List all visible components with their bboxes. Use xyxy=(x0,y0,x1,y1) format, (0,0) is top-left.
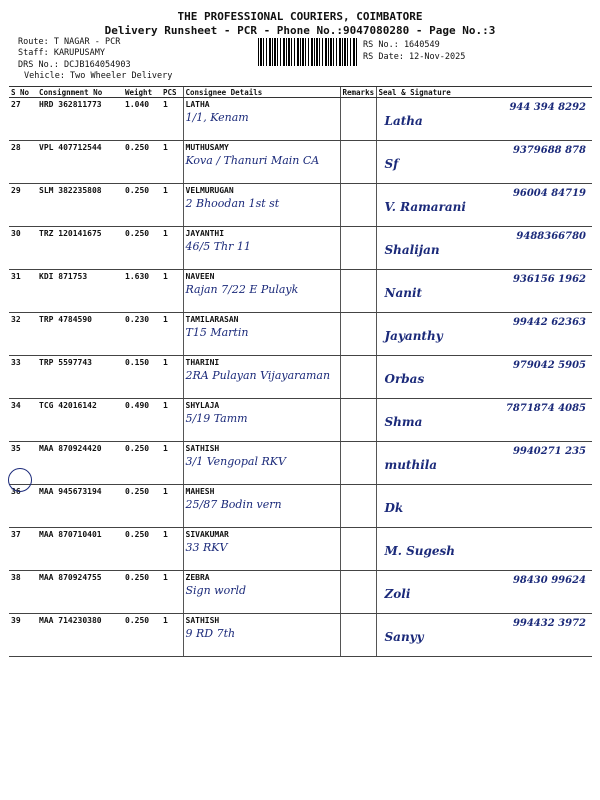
consignee-name: SHYLAJA xyxy=(185,401,220,410)
table-row xyxy=(9,485,592,528)
serial-number: 28 xyxy=(9,141,37,184)
consignee-details xyxy=(183,313,340,356)
consignment-number: MAA 945673194 xyxy=(37,485,123,528)
consignment-number: TRP 5597743 xyxy=(37,356,123,399)
remarks xyxy=(340,571,376,614)
weight: 0.250 xyxy=(123,227,161,270)
consignee-details xyxy=(183,356,340,399)
consignee-name: SIVAKUMAR xyxy=(185,530,229,539)
seal-signature xyxy=(376,270,592,313)
weight: 0.490 xyxy=(123,399,161,442)
consignment-number: TRP 4784590 xyxy=(37,313,123,356)
handwritten-signature: M. Sugesh xyxy=(384,544,456,558)
consignment-number: VPL 407712544 xyxy=(37,141,123,184)
remarks xyxy=(340,528,376,571)
remarks xyxy=(340,485,376,528)
rs-number: RS No.: 1640549 xyxy=(363,40,440,50)
consignee-details xyxy=(183,528,340,571)
handwritten-address: 46/5 Thr 11 xyxy=(185,240,251,253)
handwritten-address: 2RA Pulayan Vijayaraman xyxy=(185,369,331,382)
seal-signature xyxy=(376,485,592,528)
serial-number: 29 xyxy=(9,184,37,227)
consignee-details xyxy=(183,571,340,614)
seal-signature xyxy=(376,313,592,356)
handwritten-signature: Sf xyxy=(384,157,399,171)
table-row xyxy=(9,356,592,399)
serial-number: 39 xyxy=(9,614,37,657)
barcode xyxy=(258,38,358,66)
consignment-number: MAA 714230380 xyxy=(37,614,123,657)
col-sno: S No xyxy=(9,87,37,98)
pieces: 1 xyxy=(161,356,183,399)
handwritten-phone: 979042 5905 xyxy=(512,360,586,371)
handwritten-address: 1/1, Kenam xyxy=(185,111,249,124)
pieces: 1 xyxy=(161,485,183,528)
handwritten-phone: 9488366780 xyxy=(516,231,586,242)
handwritten-signature: Shalijan xyxy=(384,243,440,257)
consignee-details xyxy=(183,270,340,313)
pieces: 1 xyxy=(161,614,183,657)
table-row xyxy=(9,98,592,141)
serial-number: 38 xyxy=(9,571,37,614)
handwritten-address: Sign world xyxy=(185,584,247,597)
weight: 0.250 xyxy=(123,528,161,571)
handwritten-phone: 96004 84719 xyxy=(512,188,586,199)
weight: 1.630 xyxy=(123,270,161,313)
pieces: 1 xyxy=(161,571,183,614)
remarks xyxy=(340,184,376,227)
consignee-details xyxy=(183,184,340,227)
weight: 0.230 xyxy=(123,313,161,356)
remarks xyxy=(340,141,376,184)
seal-signature xyxy=(376,227,592,270)
table-row xyxy=(9,141,592,184)
table-row xyxy=(9,571,592,614)
remarks xyxy=(340,356,376,399)
consignee-details xyxy=(183,227,340,270)
handwritten-phone: 98430 99624 xyxy=(512,575,586,586)
handwritten-address: 3/1 Vengopal RKV xyxy=(185,455,286,468)
handwritten-phone: 944 394 8292 xyxy=(509,102,586,113)
consignment-number: MAA 870924755 xyxy=(37,571,123,614)
table-header xyxy=(9,87,592,98)
handwritten-address: 2 Bhoodan 1st st xyxy=(185,197,280,210)
consignment-number: HRD 362811773 xyxy=(37,98,123,141)
table-row xyxy=(9,399,592,442)
serial-number: 33 xyxy=(9,356,37,399)
serial-number: 35 xyxy=(9,442,37,485)
handwritten-signature: Latha xyxy=(384,114,423,128)
pieces: 1 xyxy=(161,184,183,227)
staff-label: Staff: KARUPUSAMY xyxy=(18,48,105,58)
consignee-details xyxy=(183,399,340,442)
remarks xyxy=(340,614,376,657)
consignee-details xyxy=(183,442,340,485)
drs-label: DRS No.: DCJB164054903 xyxy=(18,60,131,70)
consignee-name: MAHESH xyxy=(185,487,215,496)
pieces: 1 xyxy=(161,399,183,442)
handwritten-address: Kova / Thanuri Main CA xyxy=(185,154,320,167)
consignment-number: TRZ 120141675 xyxy=(37,227,123,270)
seal-signature xyxy=(376,141,592,184)
table-row xyxy=(9,528,592,571)
col-signature: Seal & Signature xyxy=(376,87,592,98)
table-row xyxy=(9,227,592,270)
table-row xyxy=(9,313,592,356)
serial-number: 34 xyxy=(9,399,37,442)
route-label: Route: T NAGAR - PCR xyxy=(18,37,121,47)
consignee-details xyxy=(183,614,340,657)
consignee-details xyxy=(183,98,340,141)
seal-signature xyxy=(376,571,592,614)
serial-number: 32 xyxy=(9,313,37,356)
serial-number: 31 xyxy=(9,270,37,313)
consignee-name: NAVEEN xyxy=(185,272,215,281)
consignee-name: SATHISH xyxy=(185,616,220,625)
weight: 1.040 xyxy=(123,98,161,141)
consignment-number: SLM 382235808 xyxy=(37,184,123,227)
consignee-details xyxy=(183,141,340,184)
remarks xyxy=(340,227,376,270)
seal-signature xyxy=(376,614,592,657)
handwritten-address: 5/19 Tamm xyxy=(185,412,248,425)
serial-number: 30 xyxy=(9,227,37,270)
handwritten-address: T15 Martin xyxy=(185,326,249,339)
remarks xyxy=(340,270,376,313)
weight: 0.250 xyxy=(123,571,161,614)
consignee-name: TAMILARASAN xyxy=(185,315,239,324)
handwritten-signature: Nanit xyxy=(384,286,423,300)
consignee-name: MUTHUSAMY xyxy=(185,143,229,152)
handwritten-phone: 936156 1962 xyxy=(512,274,586,285)
table-row xyxy=(9,184,592,227)
handwritten-address: 25/87 Bodin vern xyxy=(185,498,282,511)
col-consignment: Consignment No xyxy=(37,87,123,98)
table-row xyxy=(9,614,592,657)
table-row xyxy=(9,442,592,485)
handwritten-signature: Orbas xyxy=(384,372,425,386)
remarks xyxy=(340,399,376,442)
handwritten-phone: 9940271 235 xyxy=(512,446,586,457)
seal-signature xyxy=(376,184,592,227)
pieces: 1 xyxy=(161,141,183,184)
consignee-name: VELMURUGAN xyxy=(185,186,234,195)
seal-signature xyxy=(376,98,592,141)
consignment-number: TCG 42016142 xyxy=(37,399,123,442)
seal-signature xyxy=(376,356,592,399)
rs-date: RS Date: 12-Nov-2025 xyxy=(363,52,466,62)
handwritten-phone: 994432 3972 xyxy=(512,618,586,629)
handwritten-address: 9 RD 7th xyxy=(185,627,236,640)
pieces: 1 xyxy=(161,227,183,270)
consignee-name: SATHISH xyxy=(185,444,220,453)
handwritten-phone: 99442 62363 xyxy=(512,317,586,328)
table-row xyxy=(9,270,592,313)
serial-number: 27 xyxy=(9,98,37,141)
handwritten-signature: V. Ramarani xyxy=(384,200,466,214)
weight: 0.250 xyxy=(123,485,161,528)
consignee-name: JAYANTHI xyxy=(185,229,225,238)
pieces: 1 xyxy=(161,98,183,141)
runsheet-table xyxy=(9,86,592,657)
consignee-name: ZEBRA xyxy=(185,573,210,582)
seal-signature xyxy=(376,442,592,485)
remarks xyxy=(340,98,376,141)
handwritten-signature: Shma xyxy=(384,415,423,429)
pieces: 1 xyxy=(161,442,183,485)
pieces: 1 xyxy=(161,528,183,571)
handwritten-signature: Dk xyxy=(384,501,404,515)
col-weight: Weight xyxy=(123,87,161,98)
handwritten-address: 33 RKV xyxy=(185,541,228,554)
runsheet-subtitle: Delivery Runsheet - PCR - Phone No.:9047080280 - Page No.:3 xyxy=(104,24,496,37)
handwritten-phone: 7871874 4085 xyxy=(505,403,586,414)
serial-number: 37 xyxy=(9,528,37,571)
consignee-name: LATHA xyxy=(185,100,210,109)
consignment-number: MAA 870710401 xyxy=(37,528,123,571)
consignee-details xyxy=(183,485,340,528)
handwritten-signature: muthila xyxy=(384,458,438,472)
consignment-number: KDI 871753 xyxy=(37,270,123,313)
company-title: THE PROFESSIONAL COURIERS, COIMBATORE xyxy=(177,10,423,23)
weight: 0.250 xyxy=(123,184,161,227)
consignment-number: MAA 870924420 xyxy=(37,442,123,485)
remarks xyxy=(340,313,376,356)
pieces: 1 xyxy=(161,270,183,313)
col-remarks: Remarks xyxy=(340,87,376,98)
handwritten-circle-mark xyxy=(8,468,32,492)
serial-number: 36 xyxy=(9,485,37,528)
handwritten-signature: Sanyy xyxy=(384,630,424,644)
weight: 0.250 xyxy=(123,442,161,485)
remarks xyxy=(340,442,376,485)
weight: 0.250 xyxy=(123,141,161,184)
pieces: 1 xyxy=(161,313,183,356)
consignee-name: THARINI xyxy=(185,358,220,367)
handwritten-signature: Zoli xyxy=(384,587,411,601)
handwritten-phone: 9379688 878 xyxy=(512,145,586,156)
vehicle-label: Vehicle: Two Wheeler Delivery xyxy=(24,71,173,81)
col-consignee: Consignee Details xyxy=(183,87,340,98)
weight: 0.250 xyxy=(123,614,161,657)
weight: 0.150 xyxy=(123,356,161,399)
handwritten-address: Rajan 7/22 E Pulayk xyxy=(185,283,299,296)
handwritten-signature: Jayanthy xyxy=(384,329,443,343)
col-pcs: PCS xyxy=(161,87,183,98)
seal-signature xyxy=(376,399,592,442)
seal-signature xyxy=(376,528,592,571)
